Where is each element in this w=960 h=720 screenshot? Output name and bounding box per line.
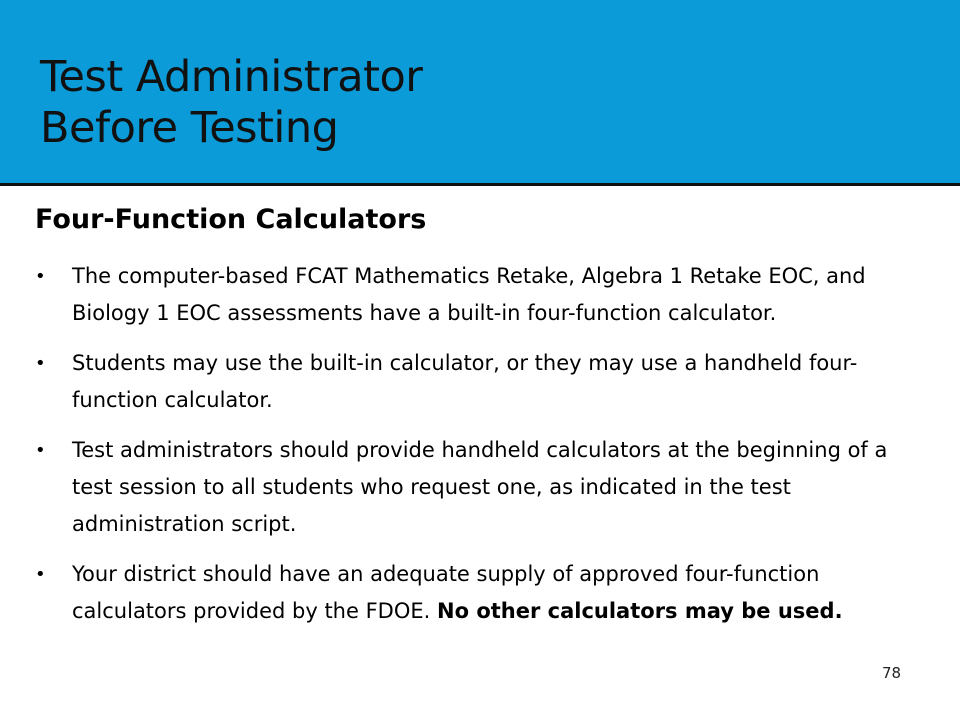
bullet-item [35, 345, 915, 419]
slide-title [40, 52, 422, 154]
bullet-item [35, 556, 915, 630]
bullet-emphasis-text: No other calculators may be used. [437, 599, 843, 623]
bullet-dot-icon: • [35, 266, 46, 287]
bullet-list [35, 258, 915, 643]
bullet-text: Your district should have an adequate supply of approved four-function calculators provided by the FDOE. [72, 562, 820, 623]
bullet-dot-icon: • [35, 353, 46, 374]
title-banner [0, 0, 960, 183]
title-divider [0, 183, 960, 186]
bullet-dot-icon: • [35, 440, 46, 461]
bullet-item [35, 258, 915, 332]
bullet-text: The computer-based FCAT Mathematics Retake, Algebra 1 Retake EOC, and Biology 1 EOC assessments have a built-in four-function calculator. [72, 264, 866, 325]
bullet-text: Test administrators should provide handheld calculators at the beginning of a test session to all students who request one, as indicated in the test administration script. [72, 438, 888, 536]
slide-title-line-2: Before Testing [40, 103, 339, 153]
slide-title-line-1: Test Administrator [40, 52, 423, 102]
page-number: 78 [882, 664, 902, 682]
section-heading: Four-Function Calculators [35, 204, 427, 235]
bullet-dot-icon: • [35, 564, 46, 585]
bullet-item [35, 432, 915, 543]
bullet-text: Students may use the built-in calculator, or they may use a handheld four-function calculator. [72, 351, 858, 412]
